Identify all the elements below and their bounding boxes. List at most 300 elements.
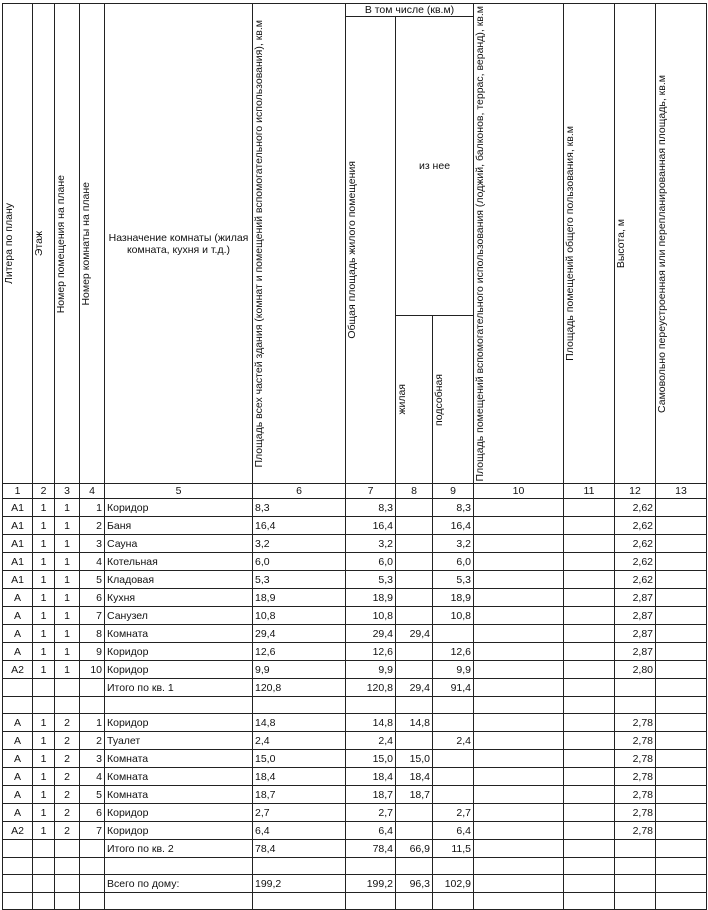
cell-obshchaya [346,697,396,714]
cell-samovolno [656,768,707,786]
cell-etazh: 1 [33,625,55,643]
header-naznachenie: Назначение комнаты (жилая комната, кухня и т.д.) [105,4,253,484]
cell-vspomogat [474,553,564,571]
header-podsobnaya: подсобная [433,315,474,484]
cell-samovolno [656,643,707,661]
cell-vspomogat [474,768,564,786]
cell-obshch-polz [564,697,615,714]
cell-obshch-polz [564,643,615,661]
cell-litera: А [3,786,33,804]
cell-vspomogat [474,643,564,661]
cell-podsobnaya: 3,2 [433,535,474,553]
table-row [3,625,707,643]
cell-vspomogat [474,499,564,517]
column-number: 13 [656,484,707,499]
table-row [3,553,707,571]
cell-zhilaya: 15,0 [396,750,433,768]
cell-vspomogat [474,804,564,822]
cell-samovolno [656,840,707,858]
cell-vysota: 2,62 [615,499,656,517]
cell-vspomogat [474,697,564,714]
cell-zhilaya [396,732,433,750]
cell-pomeshchenie [55,840,80,858]
cell-litera: А [3,643,33,661]
cell-podsobnaya [433,750,474,768]
cell-zhilaya [396,571,433,589]
header-obshchaya: Общая площадь жилого помещения [346,17,396,484]
cell-vysota: 2,62 [615,535,656,553]
cell-etazh: 1 [33,607,55,625]
column-number: 9 [433,484,474,499]
cell-vysota: 2,78 [615,804,656,822]
cell-etazh: 1 [33,822,55,840]
table-row [3,732,707,750]
cell-obshch-polz [564,535,615,553]
cell-ploshchad: 14,8 [253,714,346,732]
cell-obshchaya: 78,4 [346,840,396,858]
cell-litera [3,875,33,893]
cell-litera: А1 [3,517,33,535]
cell-obshch-polz [564,571,615,589]
cell-naznachenie: Коридор [105,804,253,822]
cell-pomeshchenie: 1 [55,517,80,535]
cell-pomeshchenie [55,679,80,697]
table-row [3,768,707,786]
cell-pomeshchenie: 1 [55,571,80,589]
table-row [3,750,707,768]
cell-podsobnaya: 16,4 [433,517,474,535]
cell-samovolno [656,875,707,893]
cell-komnata: 3 [80,535,105,553]
header-vysota: Высота, м [615,4,656,484]
cell-ploshchad: 120,8 [253,679,346,697]
cell-ploshchad: 199,2 [253,875,346,893]
cell-komnata: 1 [80,714,105,732]
cell-ploshchad: 16,4 [253,517,346,535]
cell-ploshchad: 6,4 [253,822,346,840]
cell-etazh [33,840,55,858]
cell-samovolno [656,607,707,625]
cell-podsobnaya [433,768,474,786]
cell-obshchaya [346,893,396,910]
cell-ploshchad: 78,4 [253,840,346,858]
cell-litera: А [3,607,33,625]
cell-vspomogat [474,714,564,732]
table-row [3,607,707,625]
table-row [3,535,707,553]
cell-zhilaya [396,517,433,535]
header-nomer-komnaty: Номер комнаты на плане [80,4,105,484]
cell-pomeshchenie: 1 [55,535,80,553]
cell-samovolno [656,535,707,553]
cell-naznachenie: Туалет [105,732,253,750]
cell-pomeshchenie: 2 [55,750,80,768]
cell-pomeshchenie: 1 [55,499,80,517]
cell-vysota: 2,78 [615,822,656,840]
cell-samovolno [656,625,707,643]
cell-pomeshchenie [55,858,80,875]
header-iz-nee: из нее [396,17,474,316]
table-row [3,661,707,679]
cell-vspomogat [474,661,564,679]
cell-pomeshchenie: 1 [55,553,80,571]
cell-podsobnaya: 10,8 [433,607,474,625]
cell-obshchaya: 2,4 [346,732,396,750]
cell-litera: А [3,589,33,607]
cell-ploshchad: 5,3 [253,571,346,589]
cell-vspomogat [474,822,564,840]
table-row [3,714,707,732]
cell-ploshchad: 15,0 [253,750,346,768]
cell-pomeshchenie: 2 [55,822,80,840]
table-row [3,589,707,607]
cell-ploshchad [253,893,346,910]
cell-podsobnaya [433,714,474,732]
cell-obshchaya: 12,6 [346,643,396,661]
cell-vysota [615,840,656,858]
cell-naznachenie: Комната [105,786,253,804]
cell-litera: А1 [3,535,33,553]
cell-naznachenie [105,893,253,910]
cell-samovolno [656,517,707,535]
cell-vspomogat [474,625,564,643]
cell-etazh: 1 [33,535,55,553]
cell-zhilaya [396,499,433,517]
cell-pomeshchenie: 1 [55,625,80,643]
cell-samovolno [656,858,707,875]
cell-naznachenie: Кладовая [105,571,253,589]
cell-podsobnaya [433,786,474,804]
cell-obshch-polz [564,804,615,822]
cell-vysota: 2,78 [615,768,656,786]
cell-obshch-polz [564,840,615,858]
cell-naznachenie: Комната [105,625,253,643]
cell-podsobnaya: 5,3 [433,571,474,589]
cell-vspomogat [474,893,564,910]
cell-etazh: 1 [33,750,55,768]
cell-ploshchad: 9,9 [253,661,346,679]
cell-podsobnaya: 9,9 [433,661,474,679]
cell-naznachenie: Баня [105,517,253,535]
cell-obshch-polz [564,625,615,643]
cell-zhilaya: 14,8 [396,714,433,732]
cell-ploshchad: 3,2 [253,535,346,553]
cell-etazh [33,875,55,893]
header-ploshchad-vseh: Площадь всех частей здания (комнат и помещений вспомогательного использования), кв.м [253,4,346,484]
cell-podsobnaya: 91,4 [433,679,474,697]
cell-podsobnaya: 6,4 [433,822,474,840]
cell-zhilaya [396,553,433,571]
cell-vysota [615,893,656,910]
cell-komnata: 2 [80,517,105,535]
cell-vspomogat [474,858,564,875]
cell-obshch-polz [564,589,615,607]
column-number: 3 [55,484,80,499]
cell-komnata [80,858,105,875]
cell-naznachenie: Кухня [105,589,253,607]
cell-obshch-polz [564,517,615,535]
cell-litera: А [3,732,33,750]
cell-komnata: 10 [80,661,105,679]
cell-vysota [615,679,656,697]
cell-komnata [80,697,105,714]
cell-etazh [33,893,55,910]
cell-naznachenie: Комната [105,768,253,786]
cell-zhilaya [396,643,433,661]
cell-podsobnaya: 6,0 [433,553,474,571]
cell-zhilaya [396,607,433,625]
cell-vysota: 2,80 [615,661,656,679]
cell-naznachenie [105,858,253,875]
cell-litera [3,697,33,714]
cell-obshchaya: 199,2 [346,875,396,893]
cell-zhilaya: 96,3 [396,875,433,893]
cell-pomeshchenie: 1 [55,607,80,625]
cell-obshchaya: 18,4 [346,768,396,786]
cell-obshchaya: 29,4 [346,625,396,643]
cell-komnata: 7 [80,607,105,625]
cell-komnata [80,875,105,893]
cell-samovolno [656,571,707,589]
header-vspomogat: Площадь помещений вспомогательного использования (лоджий, балконов, террас, веранд), кв.м [474,4,564,484]
cell-pomeshchenie [55,875,80,893]
cell-litera: А [3,625,33,643]
cell-pomeshchenie [55,893,80,910]
cell-litera: А [3,750,33,768]
cell-zhilaya [396,697,433,714]
cell-naznachenie: Итого по кв. 2 [105,840,253,858]
cell-vysota: 2,78 [615,786,656,804]
cell-ploshchad: 12,6 [253,643,346,661]
cell-vysota: 2,87 [615,607,656,625]
cell-litera [3,858,33,875]
column-number: 4 [80,484,105,499]
table-row [3,858,707,875]
cell-obshchaya: 6,4 [346,822,396,840]
cell-obshchaya: 16,4 [346,517,396,535]
cell-naznachenie: Сауна [105,535,253,553]
cell-obshchaya: 10,8 [346,607,396,625]
cell-etazh: 1 [33,661,55,679]
cell-vysota [615,697,656,714]
column-number: 5 [105,484,253,499]
cell-ploshchad: 29,4 [253,625,346,643]
cell-vysota: 2,62 [615,553,656,571]
cell-ploshchad: 8,3 [253,499,346,517]
table-row [3,571,707,589]
column-number: 8 [396,484,433,499]
cell-etazh: 1 [33,499,55,517]
cell-vspomogat [474,679,564,697]
cell-samovolno [656,822,707,840]
cell-naznachenie: Комната [105,750,253,768]
cell-vysota [615,875,656,893]
cell-komnata: 2 [80,732,105,750]
cell-zhilaya [396,822,433,840]
cell-etazh: 1 [33,589,55,607]
cell-etazh: 1 [33,786,55,804]
cell-vspomogat [474,589,564,607]
cell-zhilaya [396,589,433,607]
cell-podsobnaya: 11,5 [433,840,474,858]
cell-obshchaya: 120,8 [346,679,396,697]
cell-zhilaya [396,858,433,875]
cell-etazh: 1 [33,804,55,822]
cell-podsobnaya: 102,9 [433,875,474,893]
cell-samovolno [656,697,707,714]
cell-obshch-polz [564,679,615,697]
column-number: 2 [33,484,55,499]
table-row [3,840,707,858]
cell-podsobnaya: 18,9 [433,589,474,607]
cell-obshch-polz [564,661,615,679]
cell-vysota: 2,87 [615,589,656,607]
table-row [3,893,707,910]
cell-naznachenie: Коридор [105,822,253,840]
column-number: 6 [253,484,346,499]
cell-obshchaya: 18,9 [346,589,396,607]
table-row [3,517,707,535]
cell-litera [3,840,33,858]
column-number: 1 [3,484,33,499]
cell-vysota [615,858,656,875]
inventory-table [2,3,707,910]
header-zhilaya: жилая [396,315,433,484]
cell-samovolno [656,714,707,732]
cell-samovolno [656,589,707,607]
cell-obshchaya: 9,9 [346,661,396,679]
cell-ploshchad: 2,7 [253,804,346,822]
cell-litera: А [3,714,33,732]
cell-pomeshchenie: 2 [55,768,80,786]
cell-obshch-polz [564,553,615,571]
column-number: 12 [615,484,656,499]
cell-pomeshchenie: 1 [55,643,80,661]
cell-ploshchad: 10,8 [253,607,346,625]
cell-vysota: 2,62 [615,571,656,589]
column-number: 7 [346,484,396,499]
cell-samovolno [656,804,707,822]
cell-komnata: 6 [80,804,105,822]
cell-vysota: 2,87 [615,625,656,643]
cell-pomeshchenie [55,697,80,714]
cell-komnata [80,893,105,910]
cell-obshch-polz [564,875,615,893]
cell-etazh: 1 [33,714,55,732]
cell-litera [3,893,33,910]
header-nomer-pomeshcheniya: Номер помещения на плане [55,4,80,484]
cell-ploshchad: 6,0 [253,553,346,571]
cell-obshchaya: 14,8 [346,714,396,732]
cell-zhilaya: 29,4 [396,679,433,697]
cell-obshch-polz [564,750,615,768]
cell-obshchaya: 8,3 [346,499,396,517]
cell-ploshchad: 18,4 [253,768,346,786]
cell-podsobnaya: 12,6 [433,643,474,661]
header-obshch-polz: Площадь помещений общего пользования, кв.м [564,4,615,484]
cell-vspomogat [474,517,564,535]
cell-zhilaya: 29,4 [396,625,433,643]
column-number: 11 [564,484,615,499]
cell-naznachenie: Коридор [105,714,253,732]
cell-naznachenie: Всего по дому: [105,875,253,893]
cell-samovolno [656,499,707,517]
cell-obshch-polz [564,714,615,732]
cell-litera: А2 [3,661,33,679]
cell-komnata: 7 [80,822,105,840]
cell-komnata: 9 [80,643,105,661]
cell-obshch-polz [564,768,615,786]
table-row [3,804,707,822]
table-row [3,875,707,893]
cell-ploshchad: 18,9 [253,589,346,607]
cell-vysota: 2,87 [615,643,656,661]
cell-pomeshchenie: 2 [55,732,80,750]
cell-etazh: 1 [33,643,55,661]
cell-obshchaya: 2,7 [346,804,396,822]
cell-litera: А1 [3,499,33,517]
cell-obshch-polz [564,607,615,625]
cell-komnata: 6 [80,589,105,607]
cell-pomeshchenie: 1 [55,589,80,607]
cell-litera: А2 [3,822,33,840]
cell-naznachenie: Котельная [105,553,253,571]
cell-obshch-polz [564,786,615,804]
cell-vspomogat [474,571,564,589]
cell-obshchaya [346,858,396,875]
cell-vspomogat [474,607,564,625]
cell-naznachenie: Коридор [105,643,253,661]
cell-podsobnaya [433,858,474,875]
cell-naznachenie [105,697,253,714]
cell-zhilaya: 18,7 [396,786,433,804]
cell-obshchaya: 3,2 [346,535,396,553]
column-numbers-row [3,484,707,499]
cell-obshchaya: 5,3 [346,571,396,589]
cell-vspomogat [474,535,564,553]
cell-samovolno [656,553,707,571]
cell-vspomogat [474,875,564,893]
cell-naznachenie: Санузел [105,607,253,625]
cell-komnata: 5 [80,786,105,804]
cell-vspomogat [474,732,564,750]
cell-zhilaya: 66,9 [396,840,433,858]
table-body [3,499,707,910]
cell-obshch-polz [564,893,615,910]
header-v-tom-chisle: В том числе (кв.м) [346,4,474,17]
cell-vysota: 2,78 [615,732,656,750]
cell-komnata [80,840,105,858]
cell-pomeshchenie: 2 [55,804,80,822]
cell-etazh [33,679,55,697]
cell-komnata: 1 [80,499,105,517]
cell-samovolno [656,893,707,910]
cell-etazh: 1 [33,732,55,750]
cell-obshch-polz [564,858,615,875]
cell-komnata: 4 [80,768,105,786]
cell-podsobnaya [433,625,474,643]
cell-ploshchad: 2,4 [253,732,346,750]
cell-vysota: 2,78 [615,750,656,768]
cell-etazh: 1 [33,517,55,535]
cell-naznachenie: Коридор [105,499,253,517]
header-etazh: Этаж [33,4,55,484]
cell-obshchaya: 15,0 [346,750,396,768]
table-row [3,697,707,714]
cell-ploshchad [253,697,346,714]
cell-komnata: 8 [80,625,105,643]
cell-naznachenie: Итого по кв. 1 [105,679,253,697]
